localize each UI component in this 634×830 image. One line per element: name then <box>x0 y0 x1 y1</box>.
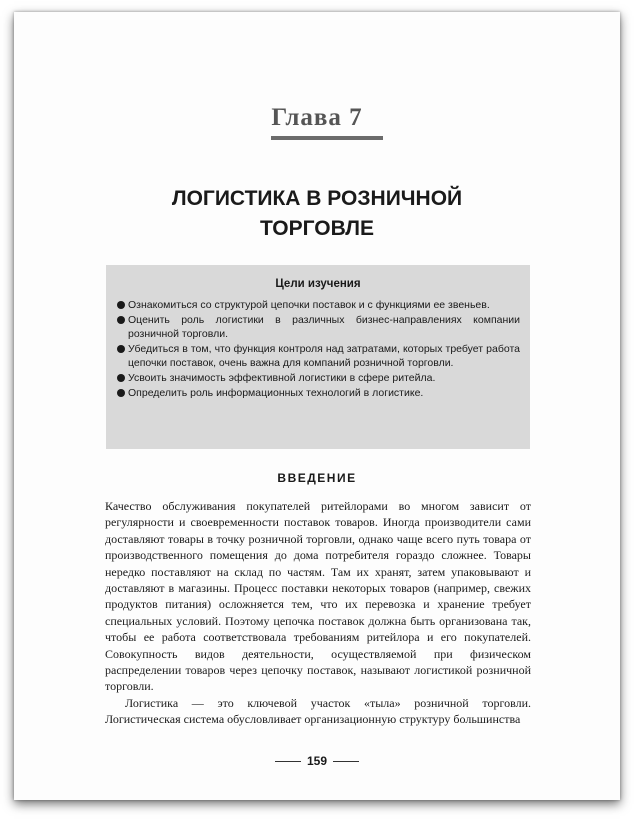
page-footer <box>14 754 620 768</box>
goals-heading: Цели изучения <box>275 278 361 290</box>
goal-item <box>128 386 520 400</box>
goal-item <box>128 371 520 385</box>
chapter-title <box>14 184 620 244</box>
bullet-icon <box>117 389 125 397</box>
bullet-icon <box>117 345 125 353</box>
title-line-2: ТОРГОВЛЕ <box>260 217 374 240</box>
goal-item <box>128 342 520 370</box>
body-text <box>105 498 531 728</box>
section-heading: ВВЕДЕНИЕ <box>277 471 357 485</box>
page-number: 159 <box>306 754 328 768</box>
goal-text: Усвоить значимость эффективной логистики в сфере ритейла. <box>128 372 436 384</box>
goal-text: Оценить роль логистики в различных бизнес-направлениях компании розничной торговли. <box>128 314 520 340</box>
chapter-label: Глава 7 <box>271 104 363 131</box>
chapter-underline <box>271 136 383 140</box>
book-page <box>14 12 620 800</box>
paragraph: Качество обслуживания покупателей ритейлорами во многом зависит от регулярности и своевременности поставок товаров. Иногда производители сами доставляют товары в точку розничной торговли, однако чаще всего путь товара от производственного помещения до дома потребителя гораздо сложнее. Товары нередко поставляют на склад по частям. Там их хранят, затем упаковывают и доставляют в магазины. Процесс поставки некоторых товаров (например, свежих продуктов питания) осложняется тем, что их перевозка и хранение требует специальных условий. Поэтому цепочка поставок должна быть организована так, чтобы ее работа соответствовала требованиям ритейлора и его покупателей. Совокупность видов деятельности, осуществляемой при физическом распределении товаров через цепочку поставок, называют логистикой розничной торговли. <box>105 499 531 694</box>
learning-goals-box <box>106 265 530 449</box>
footer-dash-right <box>333 761 359 762</box>
goal-item <box>128 313 520 341</box>
goal-item <box>128 298 520 312</box>
goal-text: Определить роль информационных технологий в логистике. <box>128 387 424 399</box>
goals-list <box>106 298 530 400</box>
bullet-icon <box>117 301 125 309</box>
bullet-icon <box>117 374 125 382</box>
bullet-icon <box>117 316 125 324</box>
goal-text: Убедиться в том, что функция контроля над затратами, которых требует работа цепочки поставок, очень важна для компаний розничной торговли. <box>128 343 520 369</box>
footer-dash-left <box>275 761 301 762</box>
paragraph: Логистика — это ключевой участок «тыла» розничной торговли. Логистическая система обусловливает организационную структуру большинства <box>105 695 531 727</box>
goal-text: Ознакомиться со структурой цепочки поставок и с функциями ее звеньев. <box>128 299 490 311</box>
title-line-1: ЛОГИСТИКА В РОЗНИЧНОЙ <box>171 187 463 210</box>
